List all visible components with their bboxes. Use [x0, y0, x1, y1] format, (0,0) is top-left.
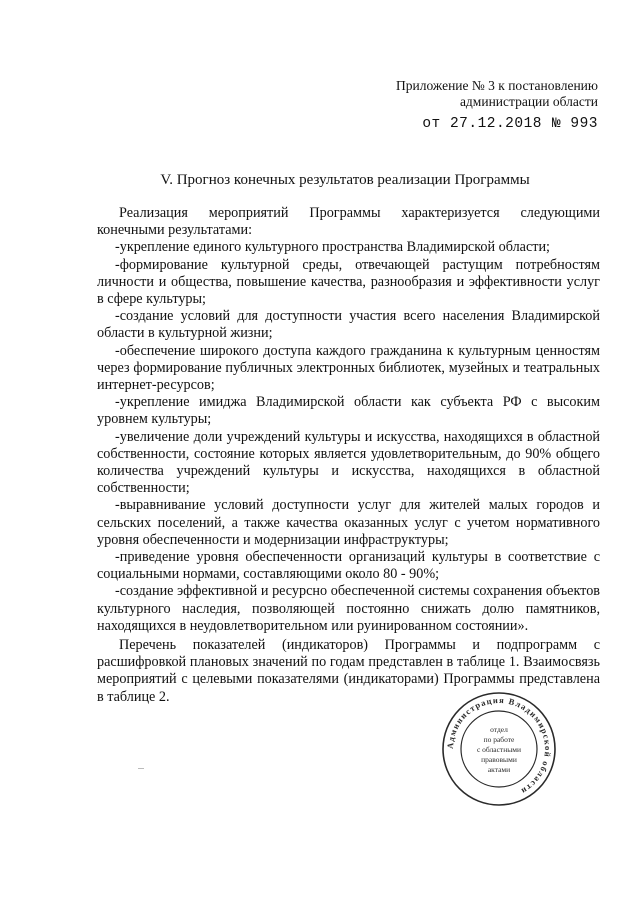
- paragraph: -создание эффективной и ресурсно обеспеченной системы сохранения объектов культурного наследия, позволяющей постоянно снижать долю памятников, находящихся в неудовлетворительном или руинированном состоянии».: [97, 583, 600, 634]
- official-stamp: [440, 690, 558, 808]
- decree-number: № 993: [551, 116, 598, 132]
- document-body: [97, 205, 600, 706]
- stamp-inner-line: правовыми: [481, 755, 517, 764]
- stamp-inner-line: с областными: [476, 745, 522, 754]
- paragraph: -обеспечение широкого доступа каждого гражданина к культурным ценностям через формирование публичных электронных библиотек, музейных и театральных интернет-ресурсов;: [97, 342, 600, 394]
- paragraph: -укрепление имиджа Владимирской области как субъекта РФ с высоким уровнем культуры;: [97, 394, 600, 428]
- closing-paragraph: Перечень показателей (индикаторов) Программы и подпрограмм с расшифровкой плановых значений по годам представлен в таблице 1. Взаимосвязь мероприятий с целевыми показателями (индикаторами) Программы представлена в таблице 2.: [97, 637, 600, 705]
- decree-date-number: [396, 116, 598, 132]
- decree-date: от 27.12.2018: [422, 116, 542, 132]
- stamp-inner-line: отдел: [490, 725, 508, 734]
- appendix-line-2: администрации области: [459, 94, 598, 109]
- scan-speck: [138, 768, 144, 769]
- stamp-ring-text: Администрация Владимирской области: [444, 694, 554, 798]
- paragraph: -укрепление единого культурного пространства Владимирской области;: [115, 239, 551, 256]
- paragraph: -увеличение доли учреждений культуры и искусства, находящихся в областной собственности, состояние которых является удовлетворительным, до 90% общего количества учреждений культуры и искусства, находящихся в областной собственности;: [97, 428, 600, 497]
- paragraph: Реализация мероприятий Программы характеризуется следующими конечными результатами:: [97, 205, 600, 239]
- paragraph: -формирование культурной среды, отвечающей растущим потребностям личности и общества, повышение качества, разнообразия и эффективности услуг в сфере культуры;: [97, 256, 600, 308]
- paragraph: -создание условий для доступности участия всего населения Владимирской области в культурной жизни;: [97, 308, 600, 342]
- appendix-line-1: Приложение № 3 к постановлению: [396, 78, 598, 93]
- appendix-header: [396, 78, 598, 132]
- stamp-inner-line: актами: [487, 765, 511, 774]
- section-title: V. Прогноз конечных результатов реализации Программы: [160, 172, 530, 188]
- stamp-inner-line: по работе: [483, 735, 515, 744]
- paragraph: -выравнивание условий доступности услуг для жителей малых городов и сельских поселений, а также качества оказанных услуг с учетом нормативного уровня обеспеченности и модернизации инфраструктуры;: [97, 497, 600, 548]
- paragraph: -приведение уровня обеспеченности организаций культуры в соответствие с социальными нормами, составляющими около 80 - 90%;: [97, 549, 600, 583]
